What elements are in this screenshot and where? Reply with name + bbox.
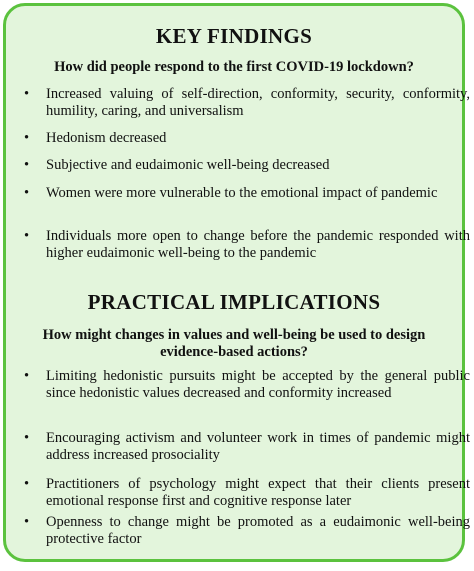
key-findings-question: How did people respond to the first COVID-19 lockdown?: [54, 59, 414, 75]
list-item-text: Practitioners of psychology might expect that their clients present emotional response first and cognitive response later: [46, 476, 470, 509]
bullet-icon: •: [24, 157, 30, 173]
list-item-text: Individuals more open to change before the pandemic responded with higher eudaimonic well-being to the pandemic: [46, 228, 470, 261]
practical-implications-title: PRACTICAL IMPLICATIONS: [87, 290, 381, 314]
bullet-icon: •: [24, 514, 30, 530]
bullet-icon: •: [24, 86, 30, 102]
key-findings-title: KEY FINDINGS: [155, 24, 313, 48]
bullet-icon: •: [24, 185, 30, 201]
list-item: [24, 476, 470, 509]
list-item: [24, 368, 470, 401]
list-item: [24, 228, 470, 261]
practical-implications-question: How might changes in values and well-being be used to design evidence-based actions?: [42, 327, 426, 360]
bullet-icon: •: [24, 228, 30, 244]
list-item-text: Women were more vulnerable to the emotional impact of pandemic: [46, 185, 438, 201]
list-item: [24, 185, 470, 202]
list-item-text: Limiting hedonistic pursuits might be accepted by the general public since hedonistic values decreased and conformity increased: [46, 368, 470, 401]
list-item-text: Subjective and eudaimonic well-being decreased: [46, 157, 330, 173]
list-item: [24, 130, 470, 147]
list-item: [24, 86, 470, 119]
list-item: [24, 514, 470, 547]
bullet-icon: •: [24, 368, 30, 384]
bullet-icon: •: [24, 430, 30, 446]
bullet-icon: •: [24, 130, 30, 146]
list-item-text: Openness to change might be promoted as a eudaimonic well-being protective factor: [46, 514, 470, 547]
list-item-text: Encouraging activism and volunteer work in times of pandemic might address increased prosociality: [46, 430, 470, 463]
list-item-text: Hedonism decreased: [46, 130, 167, 146]
bullet-icon: •: [24, 476, 30, 492]
list-item-text: Increased valuing of self-direction, conformity, security, conformity, humility, caring, and universalism: [46, 86, 470, 119]
summary-card: [3, 3, 470, 562]
list-item: [24, 430, 470, 463]
list-item: [24, 157, 470, 174]
